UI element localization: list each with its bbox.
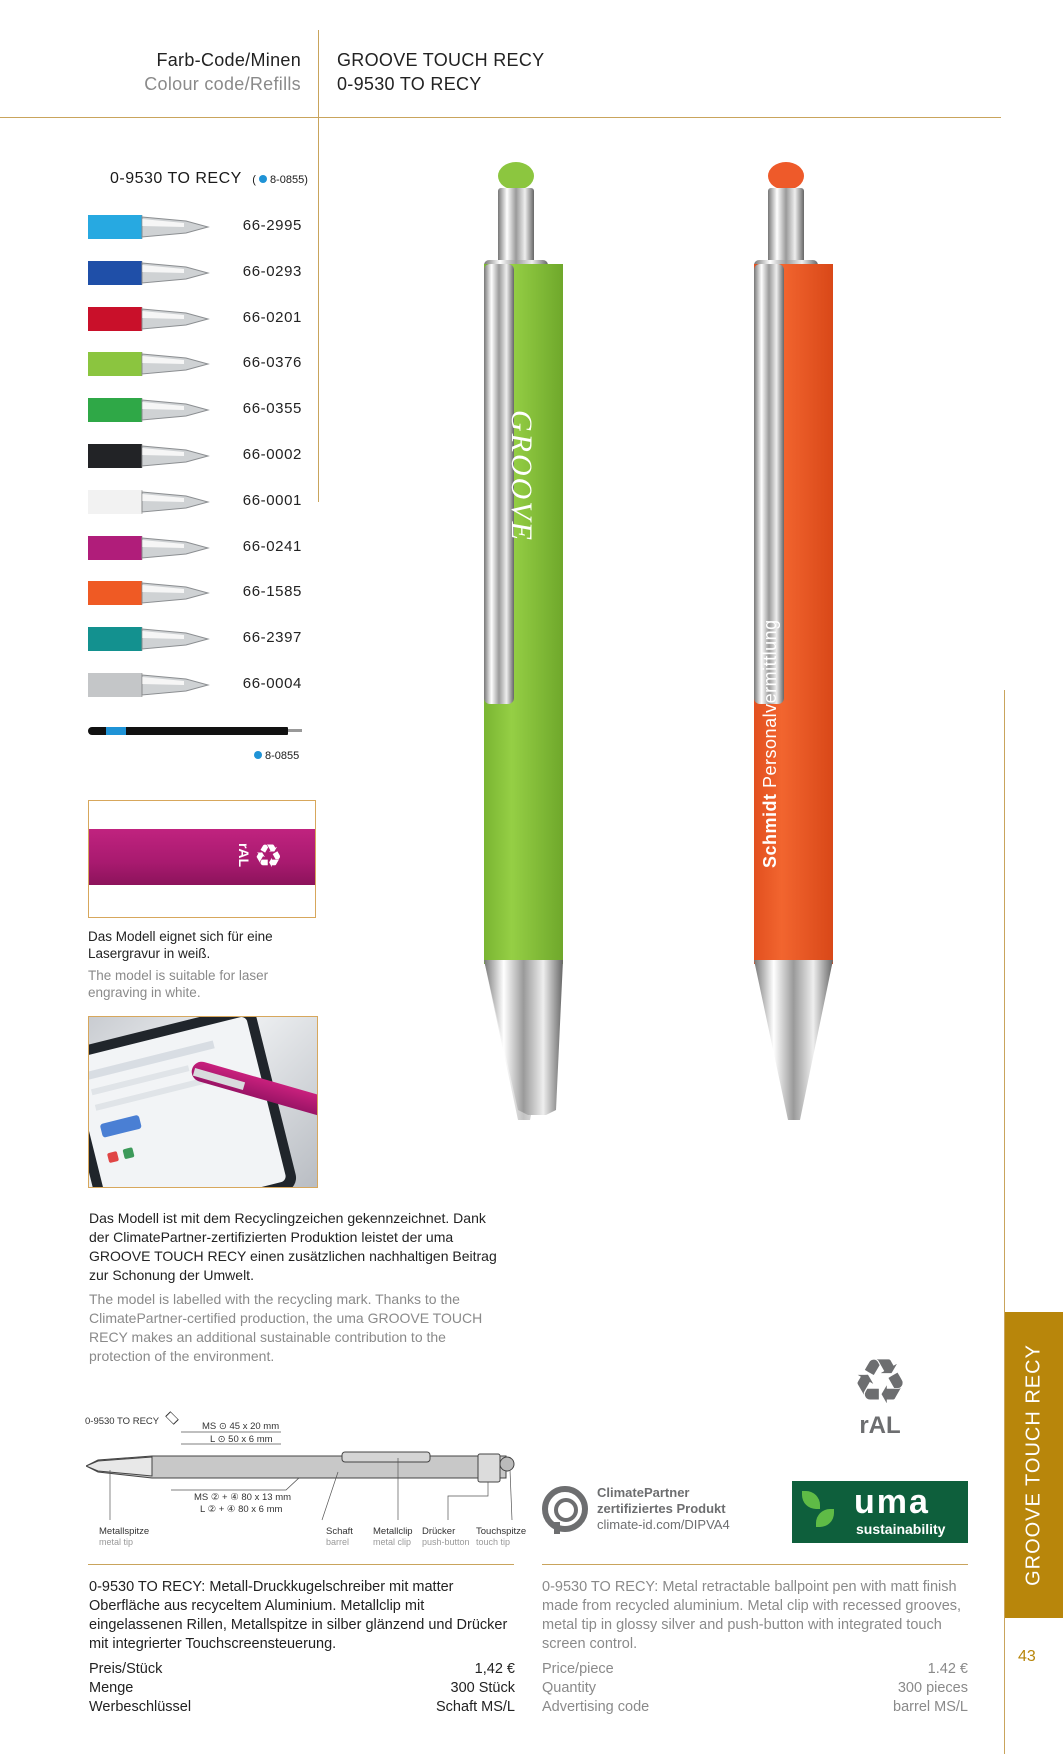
header-label [144,48,301,96]
refill-swatch [88,261,210,285]
swatch-code: 66-0001 [242,491,302,509]
laser-sample [88,800,316,918]
recycling-note-en: The model is labelled with the recycling mark. Thanks to the ClimatePartner-certified production, the uma GROOVE TOUCH RECY makes an additional sustainable contribution to the protection of the environment. [89,1291,483,1364]
swatch-row [88,258,302,288]
refill-swatch [88,673,210,697]
tablet-photo [88,1016,318,1188]
swatch-code: 66-1585 [242,583,302,601]
specs-table-de [89,1660,515,1717]
spec-value: Schaft MS/L [436,1699,515,1715]
diamond-icon [165,1411,179,1425]
ral-logo: ♻ rAL [842,1350,918,1440]
spec-label: Menge [89,1680,134,1696]
refill-swatch [88,444,210,468]
climate-partner-icon [540,1484,586,1536]
spec-row [542,1698,968,1717]
push-button [498,188,534,268]
swatch-code: 66-0241 [242,537,302,555]
pen-orange [740,160,840,1120]
diagram-label: Schaft barrel [326,1526,353,1547]
page-number: 43 [1018,1648,1036,1665]
recycling-note-de: Das Modell ist mit dem Recyclingzeichen gekennzeichnet. Dank der ClimatePartner-zertifizierten Produktion leistet der uma GROOVE TOUCH RECY einen zusätzlichen nachhaltigen Beitrag zur Schonung der Umwelt. [89,1210,497,1283]
swatch-row [88,212,302,242]
spec-row [542,1660,968,1679]
refill-swatch [88,215,210,239]
spec-label: Quantity [542,1680,596,1696]
product-code: 0-9530 TO RECY [337,74,482,94]
spec-value: 300 Stück [450,1680,515,1696]
push-button [768,188,804,268]
leaf-icon [802,1491,820,1509]
refill-dot-icon [254,751,262,759]
refill-swatch [88,490,210,514]
spec-label: Preis/Stück [89,1661,163,1677]
refill-graphic [88,726,302,736]
dimension-l-top: L ⊙ 50 x 6 mm [210,1434,273,1445]
header-rule [0,117,1001,118]
metal-tip [754,960,833,1120]
green-pen-imprint: GROOVE [505,410,538,542]
diagram-label: Metallclip metal clip [373,1526,413,1547]
refill-dot-icon [259,175,267,183]
refill-code-label: 8-0855 [254,750,299,762]
recycle-icon: ♻ [254,838,283,874]
swatch-code: 66-2397 [242,629,302,647]
refill-swatch [88,307,210,331]
spec-value: 1.42 € [927,1661,968,1677]
spec-label: Werbeschlüssel [89,1699,192,1715]
pen-green [470,160,570,1120]
spec-row [542,1679,968,1698]
touch-tip [768,162,804,190]
swatch-row [88,395,302,425]
pen-technical-drawing [86,1430,526,1530]
sidebar-label: GROOVE TOUCH RECY [1022,1344,1045,1586]
diagram-label: Touchspitze touch tip [476,1526,527,1547]
color-list-code: 0-9530 TO RECY [110,170,242,187]
swatch-code: 66-0293 [242,262,302,280]
refill-swatch [88,581,210,605]
description-de: 0-9530 TO RECY: Metall-Druckkugelschreiber mit matter Oberfläche aus recyceltem Aluminium. Metallclip mit eingelassenen Rillen, Metallspitze in silber glänzend und Drücker mit integrierter Touchscreensteuerung. [89,1579,508,1652]
climate-partner-text: ClimatePartner zertifiziertes Produkt climate-id.com/DIPVA4 [597,1485,730,1532]
swatch-code: 66-0004 [242,675,302,692]
diagram-title: 0-9530 TO RECY [85,1412,178,1427]
dimension-ms-top: MS ⊙ 45 x 20 mm [202,1421,280,1432]
recycle-mark [232,838,292,875]
spec-row [89,1660,515,1679]
description-rule-en [542,1564,968,1565]
swatch-code: 66-0002 [242,446,302,463]
swatch-row [88,578,302,608]
touch-tip [498,162,534,190]
laser-note-en: The model is suitable for laser engraving in white. [88,968,269,1000]
refill-swatch [88,352,210,376]
description-rule-de [88,1564,514,1565]
header-product [337,48,544,96]
refill-swatch [88,627,210,651]
swatch-row [88,670,302,700]
spec-row [89,1679,515,1698]
header-label-en: Colour code/Refills [144,74,301,94]
swatch-code: 66-0201 [242,308,302,326]
spec-value: barrel MS/L [893,1699,968,1715]
swatch-code: 66-2995 [242,217,302,234]
swatch-row [88,441,302,471]
refill-swatch [88,398,210,422]
product-name: GROOVE TOUCH RECY [337,50,545,70]
swatch-row [88,487,302,517]
diagram-label: Metallspitze metal tip [99,1526,150,1547]
dimension-ms-bottom: MS ② + ④ 80 x 13 mm [194,1492,292,1503]
spec-label: Advertising code [542,1699,650,1715]
header-vertical-rule [318,30,319,502]
sidebar-tab [1005,1312,1063,1618]
spec-value: 1,42 € [474,1661,515,1677]
swatch-row [88,349,302,379]
specs-table-en [542,1660,968,1717]
recycle-icon: ♻ [852,1348,908,1417]
tablet-device [88,1016,299,1188]
spec-label: Price/piece [542,1661,614,1677]
dimension-l-bottom: L ② + ④ 80 x 6 mm [200,1504,283,1515]
refill-reference: ( 8-0855) [252,174,308,186]
swatch-row [88,624,302,654]
laser-note-de: Das Modell eignet sich für eine Lasergravur in weiß. [88,929,273,961]
orange-pen-imprint: Schmidt Personalvermittlung [760,619,780,868]
refill-swatch [88,536,210,560]
spec-value: 300 pieces [897,1680,968,1696]
ral-text: rAL [236,842,253,868]
swatch-row [88,304,302,334]
swatch-row [88,533,302,563]
leaf-icon [816,1509,834,1527]
header-label-de: Farb-Code/Minen [156,50,301,70]
description-en: 0-9530 TO RECY: Metal retractable ballpoint pen with matt finish made from recycled aluminium. Metal clip with recessed grooves, metal tip in glossy silver and push-button with integrated touch screen control. [542,1579,962,1652]
color-list-title [110,170,310,188]
swatch-code: 66-0376 [242,354,302,372]
uma-sustainability-logo: uma sustainability [792,1481,968,1543]
swatch-code: 66-0355 [242,400,302,418]
diagram-label: Drücker push-button [422,1526,470,1547]
spec-row [89,1698,515,1717]
